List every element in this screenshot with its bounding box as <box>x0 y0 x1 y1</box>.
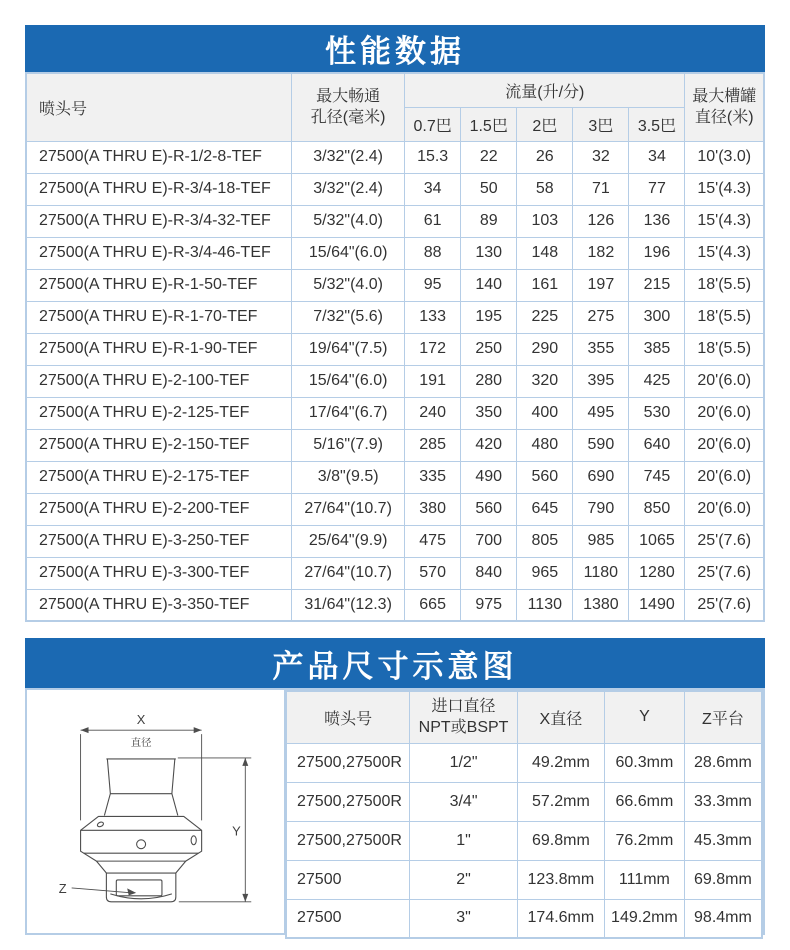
diagram-z-label: Z <box>58 880 67 896</box>
flow-2bar-cell: 58 <box>517 173 573 205</box>
flow-2bar-cell: 290 <box>517 333 573 365</box>
orifice-cell: 25/64"(9.9) <box>292 525 405 557</box>
flow-3bar-cell: 71 <box>573 173 629 205</box>
model-cell: 27500(A THRU E)-R-1-90-TEF <box>26 333 292 365</box>
diagram-x-label: X <box>136 712 146 728</box>
flow-3bar-cell: 985 <box>573 525 629 557</box>
flow-0.7bar-cell: 570 <box>405 557 461 589</box>
model-cell: 27500(A THRU E)-R-3/4-32-TEF <box>26 205 292 237</box>
col-header-orifice-line2: 孔径(毫米) <box>310 109 386 127</box>
orifice-cell: 5/32"(4.0) <box>292 269 405 301</box>
col-header-tank-line1: 最大槽罐 <box>692 87 757 105</box>
flow-0.7bar-cell: 34 <box>405 173 461 205</box>
performance-table-body <box>26 141 764 621</box>
performance-row <box>26 557 764 589</box>
flow-1.5bar-cell: 195 <box>461 301 517 333</box>
dim-header-x: X直径 <box>517 691 604 743</box>
flow-3bar-cell: 590 <box>573 429 629 461</box>
dimensions-panel <box>25 688 765 935</box>
y-cell: 149.2mm <box>604 899 684 938</box>
dimensions-table-body <box>286 743 762 938</box>
flow-0.7bar-cell: 172 <box>405 333 461 365</box>
inlet-diameter-cell: 3/4" <box>410 782 518 821</box>
model-cell: 27500(A THRU E)-R-1-50-TEF <box>26 269 292 301</box>
tank-diameter-cell: 18'(5.5) <box>685 301 764 333</box>
flow-0.7bar-cell: 133 <box>405 301 461 333</box>
flow-3.5bar-cell: 385 <box>629 333 685 365</box>
dimensions-header-row <box>286 691 762 743</box>
flow-3bar-cell: 355 <box>573 333 629 365</box>
orifice-cell: 3/32"(2.4) <box>292 173 405 205</box>
flow-2bar-cell: 805 <box>517 525 573 557</box>
model-cell: 27500(A THRU E)-R-1/2-8-TEF <box>26 141 292 173</box>
col-header-orifice <box>292 73 405 141</box>
col-header-pressure-4: 3.5巴 <box>629 107 685 141</box>
flow-2bar-cell: 26 <box>517 141 573 173</box>
performance-row <box>26 525 764 557</box>
dimensions-row <box>286 743 762 782</box>
z-platform-cell: 69.8mm <box>684 860 762 899</box>
flow-3.5bar-cell: 300 <box>629 301 685 333</box>
tank-diameter-cell: 15'(4.3) <box>685 205 764 237</box>
performance-row <box>26 589 764 621</box>
performance-row <box>26 301 764 333</box>
flow-2bar-cell: 400 <box>517 397 573 429</box>
flow-3.5bar-cell: 196 <box>629 237 685 269</box>
performance-title: 性能数据 <box>25 25 765 72</box>
dimensions-table <box>285 690 763 939</box>
model-cell: 27500 <box>286 860 410 899</box>
model-cell: 27500(A THRU E)-2-175-TEF <box>26 461 292 493</box>
orifice-cell: 31/64"(12.3) <box>292 589 405 621</box>
flow-1.5bar-cell: 22 <box>461 141 517 173</box>
model-cell: 27500(A THRU E)-3-300-TEF <box>26 557 292 589</box>
performance-section <box>25 25 765 622</box>
tank-diameter-cell: 15'(4.3) <box>685 237 764 269</box>
model-cell: 27500,27500R <box>286 821 410 860</box>
flow-3bar-cell: 690 <box>573 461 629 493</box>
dimension-labels <box>59 712 241 896</box>
tank-diameter-cell: 25'(7.6) <box>685 557 764 589</box>
flow-0.7bar-cell: 61 <box>405 205 461 237</box>
flow-1.5bar-cell: 280 <box>461 365 517 397</box>
tank-diameter-cell: 18'(5.5) <box>685 269 764 301</box>
dim-header-inlet <box>410 691 518 743</box>
x-diameter-cell: 123.8mm <box>517 860 604 899</box>
orifice-cell: 3/8"(9.5) <box>292 461 405 493</box>
flow-0.7bar-cell: 665 <box>405 589 461 621</box>
diagram-y-label: Y <box>232 823 241 839</box>
flow-3.5bar-cell: 640 <box>629 429 685 461</box>
flow-2bar-cell: 103 <box>517 205 573 237</box>
flow-0.7bar-cell: 475 <box>405 525 461 557</box>
tank-diameter-cell: 15'(4.3) <box>685 173 764 205</box>
flow-0.7bar-cell: 95 <box>405 269 461 301</box>
model-cell: 27500(A THRU E)-3-250-TEF <box>26 525 292 557</box>
dim-header-y: Y <box>604 691 684 743</box>
flow-1.5bar-cell: 50 <box>461 173 517 205</box>
col-header-nozzle: 喷头号 <box>26 73 292 141</box>
tank-diameter-cell: 10'(3.0) <box>685 141 764 173</box>
flow-1.5bar-cell: 250 <box>461 333 517 365</box>
tank-diameter-cell: 18'(5.5) <box>685 333 764 365</box>
col-header-pressure-1: 1.5巴 <box>461 107 517 141</box>
flow-3bar-cell: 395 <box>573 365 629 397</box>
dimensions-row <box>286 821 762 860</box>
flow-3bar-cell: 32 <box>573 141 629 173</box>
z-platform-cell: 45.3mm <box>684 821 762 860</box>
orifice-cell: 5/16"(7.9) <box>292 429 405 461</box>
col-header-pressure-3: 3巴 <box>573 107 629 141</box>
x-diameter-cell: 57.2mm <box>517 782 604 821</box>
orifice-cell: 5/32"(4.0) <box>292 205 405 237</box>
orifice-cell: 19/64"(7.5) <box>292 333 405 365</box>
orifice-cell: 3/32"(2.4) <box>292 141 405 173</box>
col-header-orifice-line1: 最大畅通 <box>316 87 381 105</box>
model-cell: 27500(A THRU E)-2-100-TEF <box>26 365 292 397</box>
flow-3.5bar-cell: 34 <box>629 141 685 173</box>
flow-3bar-cell: 495 <box>573 397 629 429</box>
model-cell: 27500(A THRU E)-2-125-TEF <box>26 397 292 429</box>
y-cell: 111mm <box>604 860 684 899</box>
flow-2bar-cell: 480 <box>517 429 573 461</box>
orifice-cell: 27/64"(10.7) <box>292 493 405 525</box>
flow-0.7bar-cell: 240 <box>405 397 461 429</box>
model-cell: 27500(A THRU E)-3-350-TEF <box>26 589 292 621</box>
performance-row <box>26 493 764 525</box>
flow-3bar-cell: 1380 <box>573 589 629 621</box>
flow-1.5bar-cell: 560 <box>461 493 517 525</box>
y-cell: 60.3mm <box>604 743 684 782</box>
y-cell: 66.6mm <box>604 782 684 821</box>
inlet-diameter-cell: 1/2" <box>410 743 518 782</box>
z-platform-cell: 98.4mm <box>684 899 762 938</box>
col-header-pressure-0: 0.7巴 <box>405 107 461 141</box>
flow-0.7bar-cell: 15.3 <box>405 141 461 173</box>
inlet-diameter-cell: 2" <box>410 860 518 899</box>
dimensions-row <box>286 899 762 938</box>
flow-1.5bar-cell: 700 <box>461 525 517 557</box>
dim-header-inlet-line2: NPT或BSPT <box>418 719 509 737</box>
dimension-arrowheads <box>81 727 249 902</box>
flow-0.7bar-cell: 191 <box>405 365 461 397</box>
dimensions-title: 产品尺寸示意图 <box>25 638 765 688</box>
flow-0.7bar-cell: 285 <box>405 429 461 461</box>
inlet-diameter-cell: 1" <box>410 821 518 860</box>
flow-3.5bar-cell: 77 <box>629 173 685 205</box>
flow-3.5bar-cell: 1490 <box>629 589 685 621</box>
diagram-diameter-label: 直径 <box>130 738 152 750</box>
model-cell: 27500(A THRU E)-2-150-TEF <box>26 429 292 461</box>
dim-header-z: Z平台 <box>684 691 762 743</box>
tank-diameter-cell: 25'(7.6) <box>685 589 764 621</box>
flow-3bar-cell: 126 <box>573 205 629 237</box>
z-platform-cell: 33.3mm <box>684 782 762 821</box>
x-diameter-cell: 69.8mm <box>517 821 604 860</box>
model-cell: 27500(A THRU E)-2-200-TEF <box>26 493 292 525</box>
flow-2bar-cell: 965 <box>517 557 573 589</box>
flow-1.5bar-cell: 140 <box>461 269 517 301</box>
performance-row <box>26 141 764 173</box>
orifice-cell: 7/32"(5.6) <box>292 301 405 333</box>
flow-2bar-cell: 1130 <box>517 589 573 621</box>
flow-3.5bar-cell: 215 <box>629 269 685 301</box>
performance-row <box>26 397 764 429</box>
flow-3bar-cell: 1180 <box>573 557 629 589</box>
flow-3bar-cell: 275 <box>573 301 629 333</box>
flow-1.5bar-cell: 840 <box>461 557 517 589</box>
x-diameter-cell: 174.6mm <box>517 899 604 938</box>
flow-3.5bar-cell: 530 <box>629 397 685 429</box>
col-header-tank-line2: 直径(米) <box>694 109 754 127</box>
flow-1.5bar-cell: 490 <box>461 461 517 493</box>
flow-3.5bar-cell: 1065 <box>629 525 685 557</box>
flow-1.5bar-cell: 350 <box>461 397 517 429</box>
nozzle-technical-drawing <box>27 690 285 933</box>
flow-1.5bar-cell: 420 <box>461 429 517 461</box>
flow-3.5bar-cell: 745 <box>629 461 685 493</box>
performance-row <box>26 461 764 493</box>
performance-row <box>26 173 764 205</box>
orifice-cell: 27/64"(10.7) <box>292 557 405 589</box>
model-cell: 27500,27500R <box>286 782 410 821</box>
flow-2bar-cell: 320 <box>517 365 573 397</box>
flow-1.5bar-cell: 975 <box>461 589 517 621</box>
flow-1.5bar-cell: 130 <box>461 237 517 269</box>
nozzle-body-outline <box>81 759 202 902</box>
dimensions-section <box>25 638 765 935</box>
model-cell: 27500(A THRU E)-R-3/4-46-TEF <box>26 237 292 269</box>
flow-2bar-cell: 645 <box>517 493 573 525</box>
dimensions-row <box>286 782 762 821</box>
tank-diameter-cell: 20'(6.0) <box>685 365 764 397</box>
performance-row <box>26 269 764 301</box>
tank-diameter-cell: 25'(7.6) <box>685 525 764 557</box>
tank-diameter-cell: 20'(6.0) <box>685 461 764 493</box>
col-header-pressure-2: 2巴 <box>517 107 573 141</box>
performance-row <box>26 237 764 269</box>
tank-diameter-cell: 20'(6.0) <box>685 493 764 525</box>
orifice-cell: 17/64"(6.7) <box>292 397 405 429</box>
flow-3.5bar-cell: 1280 <box>629 557 685 589</box>
flow-0.7bar-cell: 88 <box>405 237 461 269</box>
x-diameter-cell: 49.2mm <box>517 743 604 782</box>
nozzle-diagram-svg <box>27 690 283 934</box>
performance-row <box>26 205 764 237</box>
model-cell: 27500,27500R <box>286 743 410 782</box>
flow-3.5bar-cell: 425 <box>629 365 685 397</box>
performance-row <box>26 365 764 397</box>
dim-header-inlet-line1: 进口直径 <box>431 697 496 715</box>
flow-3bar-cell: 182 <box>573 237 629 269</box>
col-header-flow-group: 流量(升/分) <box>405 73 685 107</box>
performance-row <box>26 429 764 461</box>
tank-diameter-cell: 20'(6.0) <box>685 397 764 429</box>
flow-2bar-cell: 148 <box>517 237 573 269</box>
flow-0.7bar-cell: 380 <box>405 493 461 525</box>
performance-table <box>25 72 765 622</box>
flow-3bar-cell: 197 <box>573 269 629 301</box>
z-platform-cell: 28.6mm <box>684 743 762 782</box>
tank-diameter-cell: 20'(6.0) <box>685 429 764 461</box>
flow-3.5bar-cell: 136 <box>629 205 685 237</box>
flow-2bar-cell: 225 <box>517 301 573 333</box>
model-cell: 27500 <box>286 899 410 938</box>
flow-3.5bar-cell: 850 <box>629 493 685 525</box>
model-cell: 27500(A THRU E)-R-1-70-TEF <box>26 301 292 333</box>
orifice-cell: 15/64"(6.0) <box>292 365 405 397</box>
flow-0.7bar-cell: 335 <box>405 461 461 493</box>
col-header-tank <box>685 73 764 141</box>
performance-row <box>26 333 764 365</box>
model-cell: 27500(A THRU E)-R-3/4-18-TEF <box>26 173 292 205</box>
dimensions-row <box>286 860 762 899</box>
flow-1.5bar-cell: 89 <box>461 205 517 237</box>
flow-3bar-cell: 790 <box>573 493 629 525</box>
dim-header-nozzle: 喷头号 <box>286 691 410 743</box>
y-cell: 76.2mm <box>604 821 684 860</box>
orifice-cell: 15/64"(6.0) <box>292 237 405 269</box>
flow-2bar-cell: 560 <box>517 461 573 493</box>
flow-2bar-cell: 161 <box>517 269 573 301</box>
inlet-diameter-cell: 3" <box>410 899 518 938</box>
